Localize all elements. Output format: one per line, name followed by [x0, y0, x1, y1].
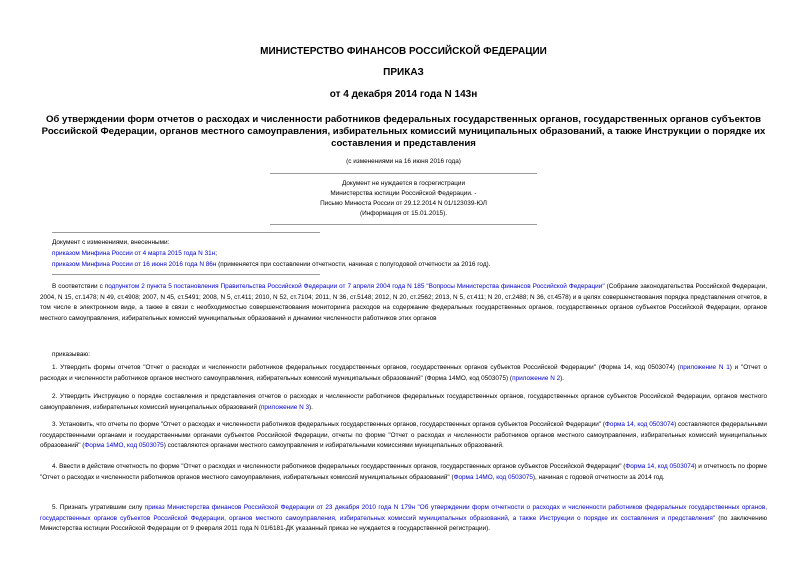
doc-type-heading: ПРИКАЗ: [383, 67, 424, 78]
item-1-paragraph: 1. Утвердить формы отчетов "Отчет о расходах и численности работников федеральных государственных органов, государственных органов субъектов Российской Федерации" (Форма 14, код 0503074) (приложение N 1) и "Отчет о расходах и численности работников органов местного самоуправления, избирательных комиссий муниципальных образований" (Форма 14МО, код 0503075) (приложение N 2).: [40, 364, 767, 382]
ministry-heading: МИНИСТЕРСТВО ФИНАНСОВ РОССИЙСКОЙ ФЕДЕРАЦИИ: [260, 46, 547, 57]
edition-item-1: приказом Минфина России от 4 марта 2015 года N 31н;: [52, 250, 217, 257]
editions-block: [52, 237, 772, 270]
item-4-link-form-14[interactable]: Форма 14, код 0503074: [625, 463, 695, 470]
registration-line-1: Документ не нуждается в госрегистрации: [341, 180, 466, 187]
item-3-link-form-14mo[interactable]: Форма 14МО, код 0503075: [84, 442, 164, 450]
edition-link-2[interactable]: приказом Минфина России от 16 июня 2016 года N 86н: [52, 261, 217, 268]
registration-note: [270, 179, 537, 219]
item-3-paragraph: 3. Установить, что отчеты по форме "Отчет о расходах и численности работников федеральных государственных органов, государственных органов субъектов Российской Федерации" (Форма 14, код 0503074) составляются федеральными государственными органами и государственными органами субъектов Российской Федерации, отчеты по форме "Отчет о расходах и численности работников органов местного самоуправления, избирательных комиссий муниципальных образований" (Форма 14МО, код 0503075) составляются органами местного самоуправления и избирательными комиссиями муниципальных образований.: [40, 421, 767, 450]
item-4-paragraph: 4. Ввести в действие отчетность по форме "Отчет о расходах и численности работников федеральных государственных органов, государственных органов субъектов Российской Федерации" (Форма 14, код 0503074) и отчетность по форме "Отчет о расходах и численности работников органов местного самоуправления, избирательных комиссий муниципальных образований" (Форма 14МО, код 0503075), начиная с годовой отчетности за 2014 год.: [40, 463, 768, 481]
item-4-link-form-14mo[interactable]: Форма 14МО, код 0503075: [453, 473, 533, 481]
date-number-heading: от 4 декабря 2014 года N 143н: [329, 89, 478, 100]
item-5-link-order-179n[interactable]: приказ Министерства финансов Российской Федерации от 23 декабря 2010 года N 179н "Об утверждении форм отчетности о расходах и численности работников федеральных государственных органов, государственных органов субъектов Российской Федерации, органов местного самоуправления, избирательных комиссий муниципальных образований, а также Инструкции о порядке их составления и представления": [40, 504, 767, 522]
editions-top-divider: [52, 232, 320, 233]
edition-link-1[interactable]: приказом Минфина России от 4 марта 2015 года N 31н: [52, 250, 216, 257]
note-bottom-divider: [270, 224, 537, 225]
changes-note: (с изменениями на 16 июня 2016 года): [346, 158, 461, 165]
item-1-link-appendix-1[interactable]: приложение N 1: [679, 364, 730, 371]
registration-line-3: Письмо Минюста России от 29.12.2014 N 01/123039-ЮЛ: [320, 200, 487, 207]
item-5-paragraph: 5. Признать утратившим силу приказ Министерства финансов Российской Федерации от 23 декабря 2010 года N 179н "Об утверждении форм отчетности о расходах и численности работников федеральных государственных органов, государственных органов субъектов Российской Федерации, органов местного самоуправления, избирательных комиссий муниципальных образований, а также Инструкции о порядке их составления и представления" (по заключению Министерства юстиции Российской Федерации от 9 февраля 2011 года N 01/6181-ДК указанный приказ не нуждается в государственной регистрации).: [40, 504, 767, 533]
edition-item-2: приказом Минфина России от 16 июня 2016 года N 86н (применяется при составлении отчетности, начиная с полугодовой отчетности за 2016 год).: [52, 261, 491, 268]
order-word: приказываю:: [52, 351, 90, 358]
note-top-divider: [270, 173, 537, 174]
item-1-link-appendix-2[interactable]: приложение N 2: [512, 374, 561, 382]
item-3-link-form-14[interactable]: Форма 14, код 0503074: [605, 421, 675, 428]
item-2-link-appendix-3[interactable]: приложение N 3: [260, 403, 310, 411]
registration-line-4: (Информация от 15.01.2015).: [359, 210, 448, 217]
preamble-link[interactable]: подпунктом 2 пункта 5 постановления Правительства Российской Федерации от 7 апреля 2004 года N 185 "Вопросы Министерства финансов Российской Федерации": [104, 283, 605, 290]
registration-line-2: Министерства юстиции Российской Федерации. -: [330, 190, 477, 197]
document-title: Об утверждении форм отчетов о расходах и численности работников федеральных государственных органов, государственных органов субъектов Российской Федерации, органов местного самоуправления, избирательных комиссий муниципальных образований, а также Инструкции о порядке их составления и представления: [41, 114, 766, 149]
editions-bottom-divider: [52, 274, 320, 275]
editions-intro: Документ с изменениями, внесенными:: [52, 239, 170, 246]
item-2-paragraph: 2. Утвердить Инструкцию о порядке составления и представления отчетов о расходах и численности работников федеральных государственных органов, государственных органов субъектов Российской Федерации, органов местного самоуправления, избирательных комиссий муниципальных образований (приложение N 3).: [40, 393, 767, 411]
preamble-paragraph: В соответствии с подпунктом 2 пункта 5 постановления Правительства Российской Федерации от 7 апреля 2004 года N 185 "Вопросы Министерства финансов Российской Федерации" (Собрание законодательства Российской Федерации, 2004, N 15, ст.1478; N 49, ст.4908; 2007, N 45, ст.5491; 2008, N 5, ст.411; 2010, N 52, ст.7104; 2011, N 36, ст.5148; 2012, N 20, ст.2562; 2013, N 5, ст.411; N 20, ст.2488; N 36, ст.4578) и в целях совершенствования порядка представления отчетов, в том числе в электронном виде, а также в связи с необходимостью совершенствования мониторинга расходов на содержание федеральных государственных органов, государственных органов субъектов Российской Федерации, органов местного самоуправления, избирательных комиссий муниципальных образований и динамики численности работников этих органов: [40, 283, 767, 322]
